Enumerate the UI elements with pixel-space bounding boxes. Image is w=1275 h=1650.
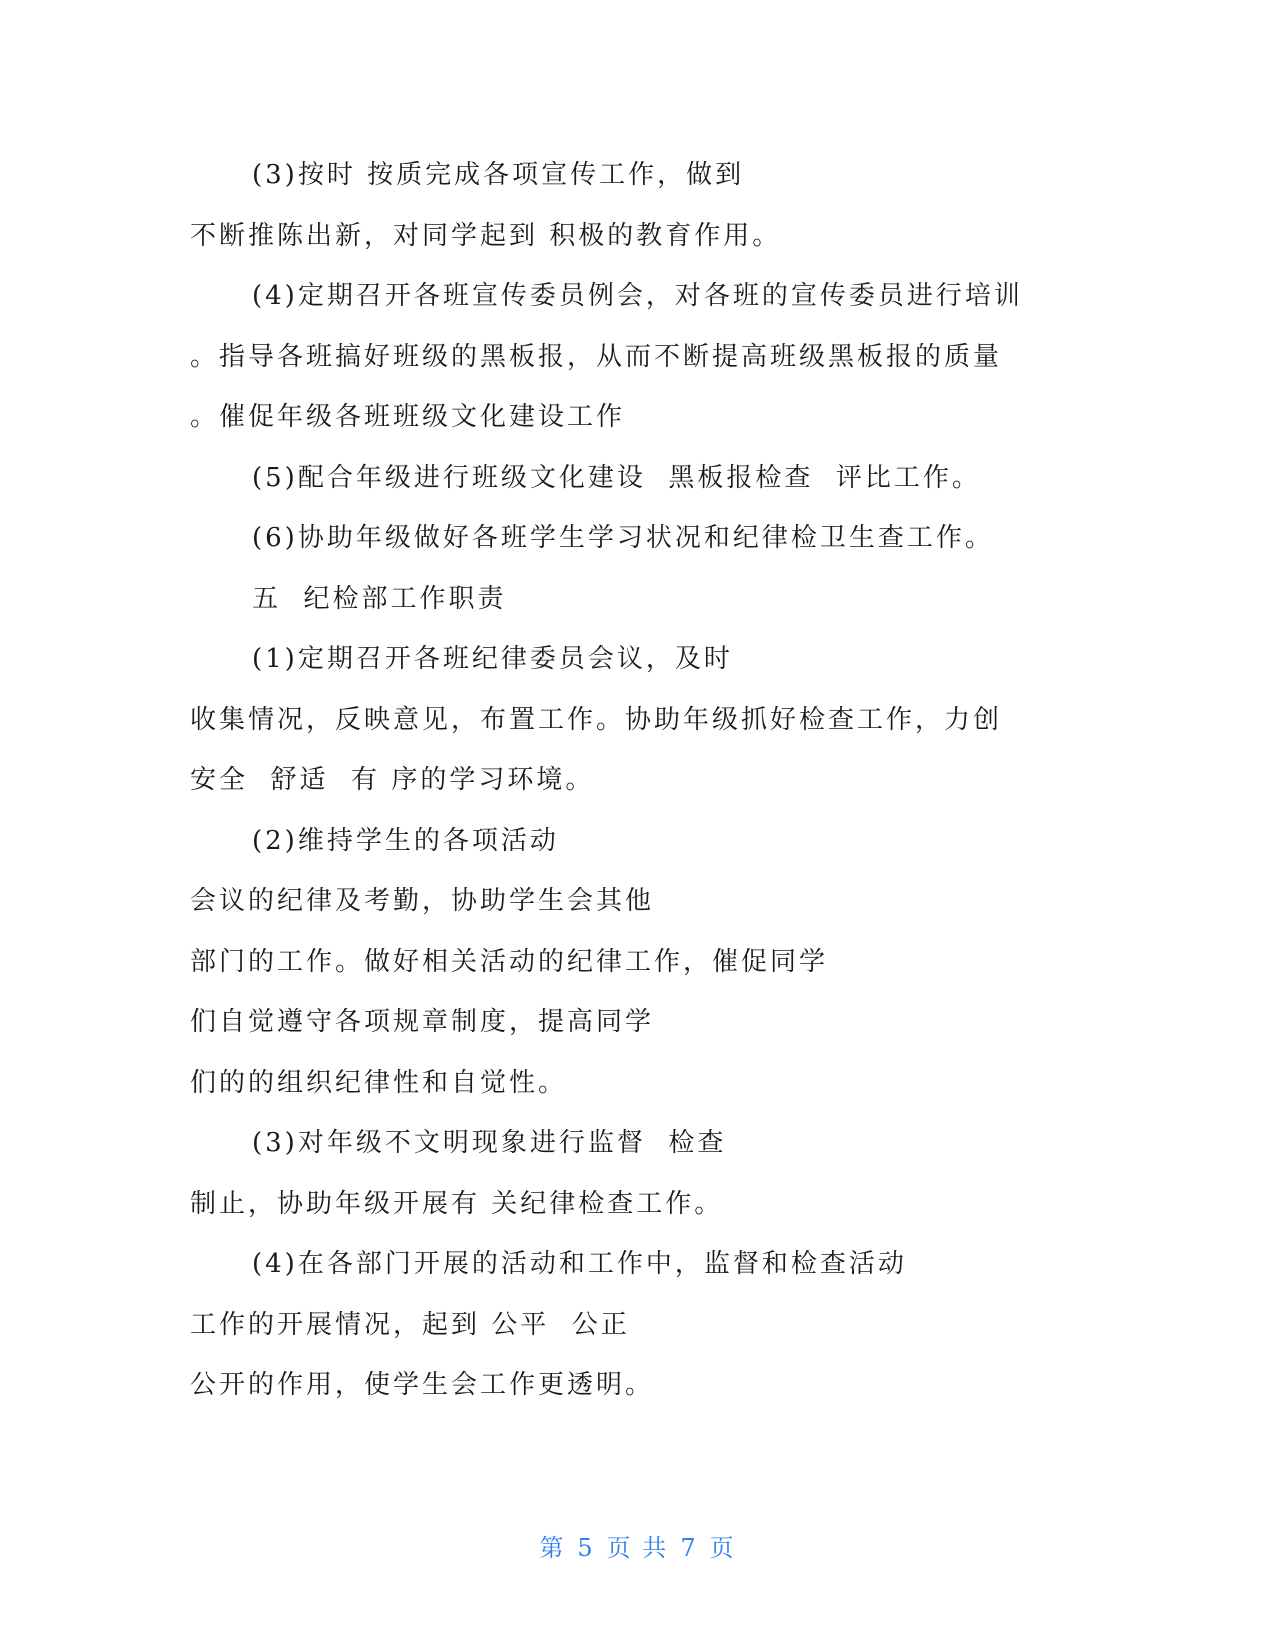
paragraph-line: 会议的纪律及考勤，协助学生会其他 (190, 886, 655, 916)
paragraph-line: (1)定期召开各班纪律委员会议，及时 (252, 644, 733, 674)
paragraph-line: (3)对年级不文明现象进行监督 检查 (252, 1128, 727, 1158)
paragraph-line: 公开的作用，使学生会工作更透明。 (190, 1370, 655, 1400)
paragraph-line: 们的的组织纪律性和自觉性。 (190, 1067, 568, 1098)
current-page-number: 5 (577, 1534, 595, 1562)
paragraph-line: (6)协助年级做好各班学生学习状况和纪律检卫生查工作。 (252, 523, 994, 553)
footer-prefix: 第 (539, 1534, 566, 1562)
paragraph-line: 收集情况，反映意见，布置工作。协助年级抓好检查工作，力创 (190, 704, 1003, 735)
paragraph-line: 部门的工作。做好相关活动的纪律工作，催促同学 (190, 946, 829, 977)
page-footer (0, 1528, 1275, 1563)
paragraph-line: (5)配合年级进行班级文化建设 黑板报检查 评比工作。 (252, 462, 981, 493)
paragraph-line: 不断推陈出新，对同学起到 积极的教育作用。 (190, 220, 782, 251)
footer-suffix: 页 (709, 1534, 736, 1562)
paragraph-line: 。指导各班搞好班级的黑板报，从而不断提高班级黑板报的质量 (190, 341, 1003, 372)
footer-middle: 页 共 (606, 1534, 669, 1562)
paragraph-line: 。催促年级各班班级文化建设工作 (190, 402, 626, 432)
paragraph-line: (3)按时 按质完成各项宣传工作，做到 (252, 160, 745, 190)
paragraph-line: (4)在各部门开展的活动和工作中，监督和检查活动 (252, 1249, 907, 1279)
paragraph-line: (4)定期召开各班宣传委员例会，对各班的宣传委员进行培训 (252, 281, 1023, 311)
paragraph-line: 安全 舒适 有 序的学习环境。 (190, 765, 595, 795)
paragraph-line: 们自觉遵守各项规章制度，提高同学 (190, 1007, 655, 1037)
section-heading: 五 纪检部工作职责 (252, 583, 507, 614)
paragraph-line: 工作的开展情况，起到 公平 公正 (190, 1309, 630, 1340)
total-page-number: 7 (680, 1534, 698, 1562)
paragraph-line: 制止，协助年级开展有 关纪律检查工作。 (190, 1188, 724, 1219)
document-body (190, 145, 1090, 1416)
paragraph-line: (2)维持学生的各项活动 (252, 825, 559, 856)
